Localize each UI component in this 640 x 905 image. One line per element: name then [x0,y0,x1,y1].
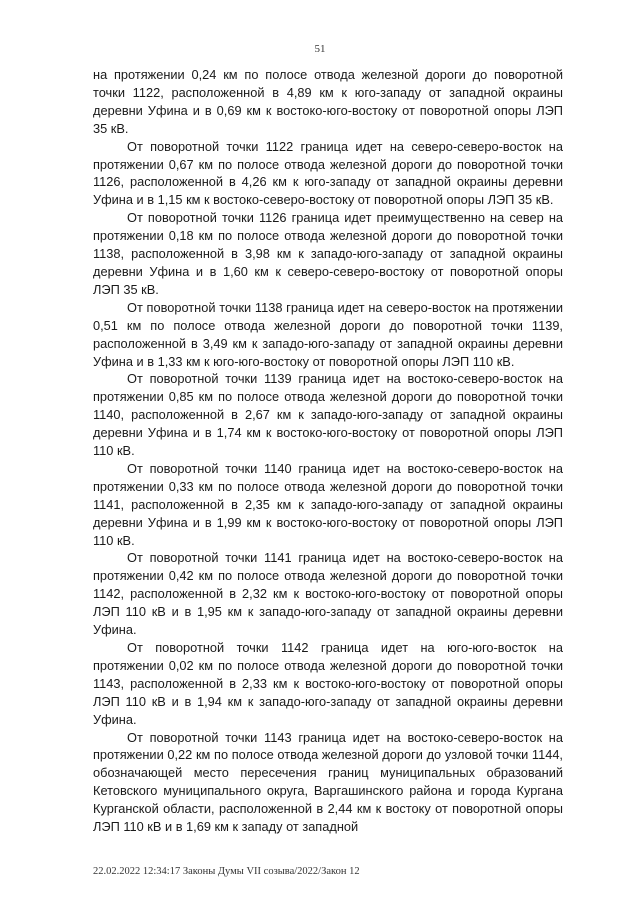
document-body [93,66,563,836]
paragraph: От поворотной точки 1139 граница идет на востоко-северо-восток на протяжении 0,85 км по полосе отвода железной дороги до поворотной точки 1140, расположенной в 2,67 км к западо-юго-западу от западной окраины деревни Уфина и в 1,74 км к востоко-юго-востоку от поворотной опоры ЛЭП 110 кВ. [93,371,563,459]
paragraph: От поворотной точки 1142 граница идет на юго-юго-восток на протяжении 0,02 км по полосе отвода железной дороги до поворотной точки 1143, расположенной в 2,33 км к востоко-юго-востоку от поворотной опоры ЛЭП 110 кВ и в 1,94 км к западо-юго-западу от западной окраины деревни Уфина. [93,640,563,727]
paragraph: От поворотной точки 1143 граница идет на востоко-северо-восток на протяжении 0,22 км по полосе отвода железной дороги до узловой точки 1144, обозначающей место пересечения границ муниципальных образований Кетовского муниципального округа, Варгашинского района и города Кургана Курганской области, расположенной в 2,44 км к востоку от поворотной опоры ЛЭП 110 кВ и в 1,69 км к западу от западной [93,729,563,835]
paragraph: на протяжении 0,24 км по полосе отвода железной дороги до поворотной точки 1122, расположенной в 4,89 км к юго-западу от западной окраины деревни Уфина и в 0,69 км к востоко-юго-востоку от поворотной опоры ЛЭП 35 кВ. [93,67,563,136]
paragraph: От поворотной точки 1140 граница идет на востоко-северо-восток на протяжении 0,33 км по полосе отвода железной дороги до поворотной точки 1141, расположенной в 2,35 км к западо-юго-западу от западной окраины деревни Уфина и в 1,99 км к востоко-юго-востоку от поворотной опоры ЛЭП 110 кВ. [93,460,563,548]
paragraph: От поворотной точки 1126 граница идет преимущественно на север на протяжении 0,18 км по полосе отвода железной дороги до поворотной точки 1138, расположенной в 3,98 км к западо-юго-западу от западной окраины деревни Уфина и в 1,60 км к северо-северо-востоку от поворотной опоры ЛЭП 35 кВ. [93,210,563,297]
paragraph: От поворотной точки 1122 граница идет на северо-северо-восток на протяжении 0,67 км по полосе отвода железной дороги до поворотной точки 1126, расположенной в 4,26 км к юго-западу от западной окраины деревни Уфина и в 1,15 км к востоко-северо-востоку от поворотной опоры ЛЭП 35 кВ. [93,138,563,208]
document-footer: 22.02.2022 12:34:17 Законы Думы VII созыва/2022/Закон 12 [93,866,360,877]
paragraph: От поворотной точки 1138 граница идет на северо-восток на протяжении 0,51 км по полосе отвода железной дороги до поворотной точки 1139, расположенной в 3,49 км к западо-юго-западу от западной окраины деревни Уфина и в 1,33 км к юго-юго-востоку от поворотной опоры ЛЭП 110 кВ. [93,299,563,369]
page-number: 51 [314,43,326,55]
paragraph: От поворотной точки 1141 граница идет на востоко-северо-восток на протяжении 0,42 км по полосе отвода железной дороги до поворотной точки 1142, расположенной в 2,32 км к востоко-юго-востоку от поворотной опоры ЛЭП 110 кВ и в 1,95 км к западо-юго-западу от западной окраины деревни Уфина. [93,550,563,638]
